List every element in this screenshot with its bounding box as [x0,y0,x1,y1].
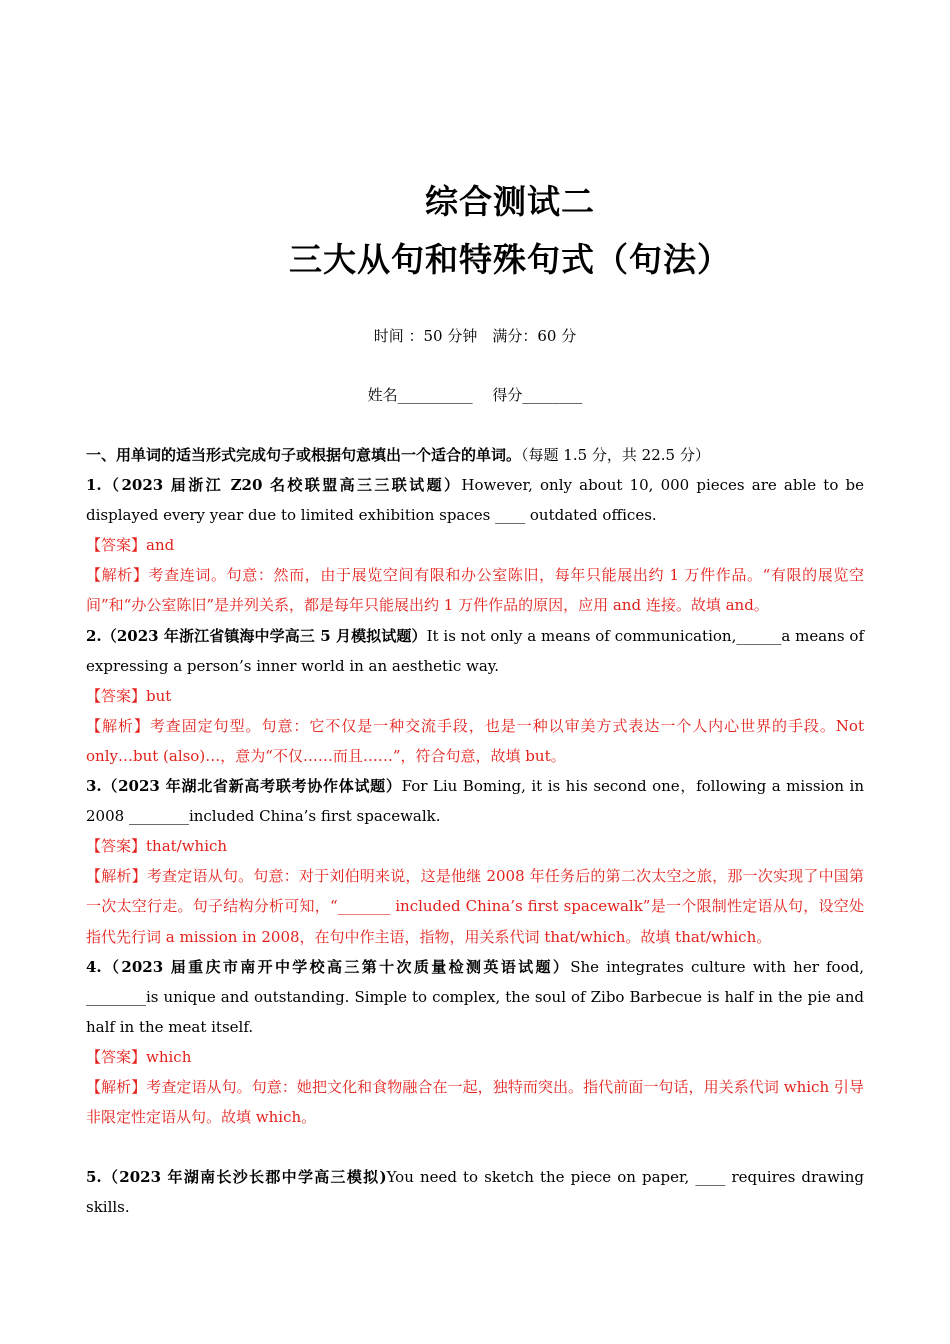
question-text: However, only about 10, 000 pieces are able to be displayed every year due to limited exhibition spaces ____ outdated offices. [86,476,865,525]
question-5 [86,1162,864,1222]
document-title: 综合测试二 [425,182,595,221]
question-body [86,440,864,1222]
document-subtitle: 三大从句和特殊句式（句法） [289,240,731,279]
question-3 [86,771,864,831]
question-text: It is not only a means of communication,______a means of expressing a person’s inner world in an aesthetic way. [86,626,865,675]
analysis-1: 【解析】考查连词。句意：然而，由于展览空间有限和办公室陈旧，每年只能展出约 1 万件作品。“有限的展览空间”和“办公室陈旧”是并列关系，都是每年只能展出约 1 万件作品的原因，应用 and 连接。故填 and。 [86,566,864,615]
section-title: 一、用单词的适当形式完成句子或根据句意填出一个适合的单词。 [86,446,522,464]
question-4 [86,952,864,1042]
question-text: You need to sketch the piece on paper, ____ requires drawing skills. [86,1168,864,1217]
question-text: She integrates culture with her food, ________is unique and outstanding. Simple to complex, the soul of Zibo Barbecue is half in the pie and half in the meat itself. [86,957,864,1036]
answer-3: 【答案】that/which [86,837,228,856]
analysis-3: 【解析】考查定语从句。句意：对于刘伯明来说，这是他继 2008 年任务后的第二次太空之旅，那一次实现了中国第一次太空行走。句子结构分析可知，“_______ included China’s first spacewalk”是一个限制性定语从句，设空处指代先行词 a mission in 2008，在句中作主语，指物，用关系代词 that/which。故填 that/which。 [86,867,864,946]
spacer [86,1132,864,1162]
question-text: For Liu Boming, it is his second one，following a mission in 2008 ________included China’s first spacewalk. [86,777,864,826]
question-source: 5.（2023 年湖南长沙长郡中学高三模拟) [86,1168,387,1187]
time-score-line: 时间 ：50 分钟 满分：60 分 [373,327,577,345]
question-2 [86,621,864,681]
question-1 [86,470,864,530]
question-source: 3.（2023 年湖北省新高考联考协作体试题） [86,777,402,796]
section-points: （每题 1.5 分，共 22.5 分） [521,446,710,464]
answer-1: 【答案】and [86,536,175,555]
name-score-line: 姓名__________ 得分________ [367,386,583,404]
answer-2: 【答案】but [86,686,172,705]
answer-4: 【答案】which [86,1047,192,1066]
analysis-4: 【解析】考查定语从句。句意：她把文化和食物融合在一起，独特而突出。指代前面一句话，用关系代词 which 引导非限定性定语从句。故填 which。 [86,1077,864,1127]
question-source: 2.（2023 年浙江省镇海中学高三 5 月模拟试题） [86,626,427,645]
analysis-2: 【解析】考查固定句型。句意：它不仅是一种交流手段，也是一种以审美方式表达一个人内心世界的手段。Not only…but (also)…，意为“不仅……而且……”，符合句意，故填 but。 [86,716,864,765]
question-source: 4.（2023 届重庆市南开中学校高三第十次质量检测英语试题） [86,957,571,976]
section-heading [86,440,864,470]
question-source: 1.（2023 届浙江 Z20 名校联盟高三三联试题） [86,476,462,495]
